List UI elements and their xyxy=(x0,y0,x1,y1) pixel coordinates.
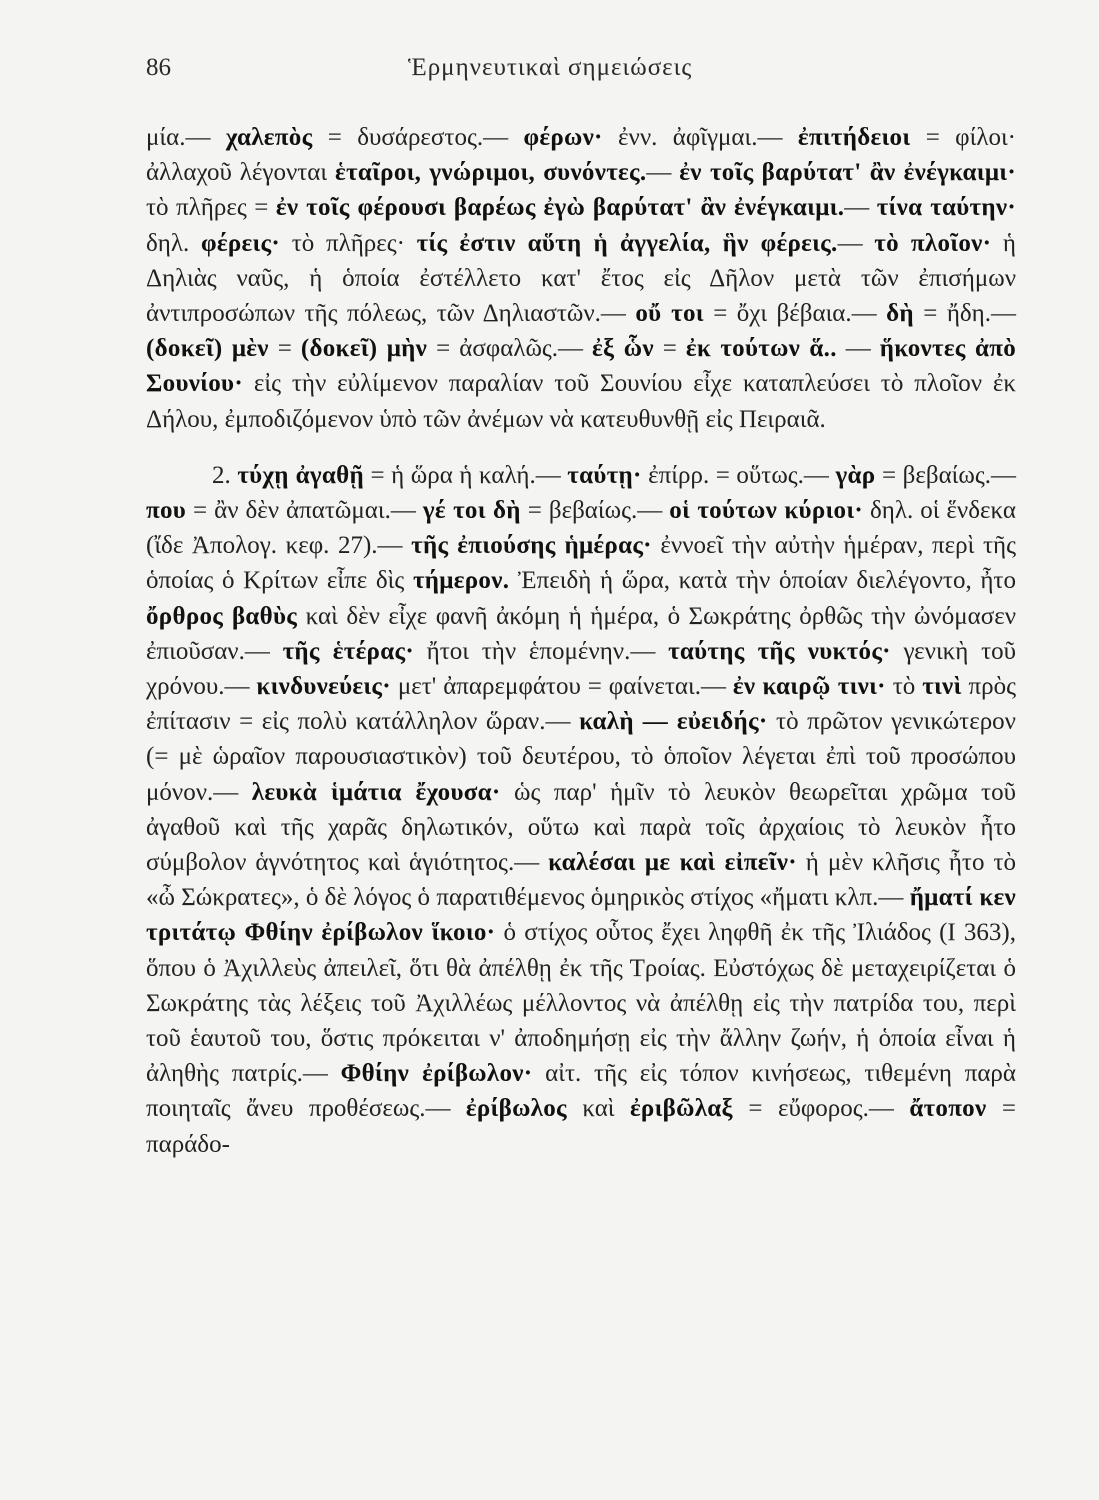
gloss-text: ὡς παρ' ἡμῖν τὸ λευκὸν θεωρεῖται χρῶμα τοῦ ἀγαθοῦ καὶ τῆς χαρᾶς δηλωτικόν, οὕτω καὶ παρὰ τοῖς ἀρχαίοις τὸ λευκὸν ἦτο σύμβολον ἁγνότητος καὶ ἁγιότητος.— xyxy=(146,778,1016,877)
gloss-text: 2. xyxy=(212,461,238,489)
lemma-term: ἐν τοῖς φέρουσι βαρέως ἐγὼ βαρύτατ' ἂν ἐνέγκαιμι. xyxy=(275,194,845,222)
paragraph-2 xyxy=(146,458,1016,1162)
lemma-term: φέρων· xyxy=(523,124,603,151)
lemma-term: τίνα ταύτην· xyxy=(876,194,1016,222)
gloss-text: γενικὴ τοῦ χρόνου.— xyxy=(146,637,1016,701)
gloss-text: μία.— xyxy=(146,124,226,151)
lemma-term: τινὶ xyxy=(922,673,962,701)
gloss-text: καὶ δὲν εἶχε φανῆ ἀκόμη ἡ ἡμέρα, ὁ Σωκράτης ὀρθῶς τὴν ὠνόμασεν ἐπιοῦσαν.— xyxy=(146,602,1016,665)
gloss-text: — xyxy=(836,335,880,363)
gloss-text: — xyxy=(646,159,680,187)
lemma-term: καλέσαι με καὶ εἰπεῖν· xyxy=(548,849,797,877)
gloss-text: = ὄχι βέβαια.— xyxy=(703,300,887,328)
gloss-text: = ἤδη.— xyxy=(913,300,1016,328)
lemma-term: τύχῃ ἀγαθῇ xyxy=(237,461,364,489)
lemma-term: ἥκοντες ἀπὸ Σουνίου· xyxy=(146,335,1016,398)
gloss-text: = ἀσφαλῶς.— xyxy=(427,335,593,363)
lemma-term: ἄτοπον xyxy=(909,1095,987,1123)
gloss-text: = xyxy=(653,335,686,363)
gloss-text: ἐννοεῖ τὴν αὐτὴν ἡμέραν, περὶ τῆς ὁποίας ὁ Κρίτων εἶπε δὶς xyxy=(146,532,1016,595)
gloss-text: πρὸς ἐπίτασιν = εἰς πολὺ κατάλληλον ὥραν.— xyxy=(146,673,1017,736)
lemma-term: φέρεις· xyxy=(200,229,281,257)
lemma-term: ταύτῃ· xyxy=(567,461,642,489)
lemma-term: (δοκεῖ) μὲν xyxy=(146,335,269,363)
lemma-term: ἐπιτήδειοι xyxy=(797,124,911,151)
lemma-term: ἐν καιρῷ τινι· xyxy=(732,673,886,701)
lemma-term: ἐκ τούτων ἅ.. xyxy=(685,335,837,363)
lemma-term: τίς ἐστιν αὕτη ἡ ἀγγελία, ἣν φέρεις. xyxy=(416,229,838,257)
gloss-text: Ἐπειδὴ ἡ ὥρα, κατὰ τὴν ὁποίαν διελέγοντο, ἦτο xyxy=(509,567,1016,595)
lemma-term: δὴ xyxy=(886,300,914,328)
lemma-term: ἤματί κεν τριτάτῳ Φθίην ἐρίβωλον ἵκοιο· xyxy=(146,884,1016,947)
lemma-term: τῆς ἐπιούσης ἡμέρας· xyxy=(411,532,652,560)
lemma-term: λευκὰ ἱμάτια ἔχουσα· xyxy=(251,778,501,806)
gloss-text: — xyxy=(844,194,877,222)
gloss-text: = xyxy=(268,335,301,363)
lemma-term: Φθίην ἐρίβωλον· xyxy=(340,1060,533,1088)
lemma-term: καλὴ — εὐειδής· xyxy=(579,708,768,736)
lemma-term: τὸ πλοῖον· xyxy=(874,229,992,257)
gloss-text: ἐπίρρ. = οὕτως.— xyxy=(641,461,836,489)
lemma-term: οὔ τοι xyxy=(635,300,704,328)
lemma-term: (δοκεῖ) μὴν xyxy=(300,335,428,363)
lemma-term: γέ τοι δὴ xyxy=(422,497,521,525)
paragraph-1 xyxy=(146,120,1016,437)
gloss-text: — xyxy=(837,229,875,257)
lemma-term: ἐν τοῖς βαρύτατ' ἂν ἐνέγκαιμι· xyxy=(679,159,1016,187)
gloss-text: ὁ στίχος οὗτος ἔχει ληφθῆ ἐκ τῆς Ἰλιάδος (Ι 363), ὅπου ὁ Ἀχιλλεὺς ἀπειλεῖ, ὅτι θὰ ἀπέλθῃ ἐκ τῆς Τροίας. Εὐστόχως δὲ μεταχειρίζεται ὁ Σωκράτης τὰς λέξεις τοῦ Ἀχιλλέως μέλλοντος νὰ ἀπέλθῃ εἰς τὴν πατρίδα του, περὶ τοῦ ἑαυτοῦ του, ὅστις πρόκειται ν' ἀποδημήσῃ εἰς τὴν ἄλλην ζωήν, ἡ ὁποία εἶναι ἡ ἀληθὴς πατρίς.— xyxy=(146,919,1016,1088)
gloss-text: = βεβαίως.— xyxy=(520,497,670,525)
commentary-body xyxy=(146,120,1016,1162)
gloss-text: = ἡ ὥρα ἡ καλή.— xyxy=(363,461,568,489)
gloss-text: τὸ πρῶτον γενικώτερον (= μὲ ὡραῖον παρουσιαστικὸν) τοῦ δευτέρου, τὸ ὁποῖον λέγεται ἐπὶ τοῦ προσώπου μόνον.— xyxy=(146,708,1016,806)
lemma-term: ἐρίβωλος xyxy=(465,1095,567,1123)
gloss-text: ἡ Δηλιὰς ναῦς, ἡ ὁποία ἐστέλλετο κατ' ἔτος εἰς Δῆλον μετὰ τῶν ἐπισήμων ἀντιπροσώπων τῆς πόλεως, τῶν Δηλιαστῶν.— xyxy=(146,229,1017,328)
lemma-term: τῆς ἑτέρας· xyxy=(282,637,414,665)
gloss-text: ἐνν. ἀφῖγμαι.— xyxy=(602,124,798,151)
lemma-term: γὰρ xyxy=(835,461,876,489)
gloss-text: ἡ μὲν κλῆσις ἦτο τὸ «ὦ Σώκρατες», ὁ δὲ λόγος ὁ παρατιθέμενος ὁμηρικὸς στίχος «ἤματι κλπ.— xyxy=(146,849,1016,912)
lemma-term: χαλεπὸς xyxy=(225,124,313,151)
lemma-term: ἑταῖροι, γνώριμοι, συνόντες. xyxy=(335,159,647,187)
running-title: Ἑρμηνευτικαὶ σημειώσεις xyxy=(408,54,693,81)
lemma-term: ἐριβῶλαξ xyxy=(629,1095,733,1123)
gloss-text: ἤτοι τὴν ἑπομένην.— xyxy=(413,637,669,665)
gloss-text: μετ' ἀπαρεμφάτου = φαίνεται.— xyxy=(390,673,733,701)
page-number: 86 xyxy=(146,54,171,81)
gloss-text: αἰτ. τῆς εἰς τόπον κινήσεως, τιθεμένη παρὰ ποιηταῖς ἄνευ προθέσεως.— xyxy=(146,1060,1016,1123)
gloss-text: = παράδο- xyxy=(146,1095,1016,1158)
gloss-text: = εὔφορος.— xyxy=(733,1095,910,1123)
gloss-text: = φίλοι· ἀλλαχοῦ λέγονται xyxy=(146,124,1016,187)
lemma-term: κινδυνεύεις· xyxy=(256,673,391,701)
gloss-text: δηλ. οἱ ἕνδεκα (ἴδε Ἀπολογ. κεφ. 27).— xyxy=(146,497,1016,560)
gloss-text: δηλ. xyxy=(146,229,201,257)
lemma-term: ταύτης τῆς νυκτός· xyxy=(668,637,891,665)
lemma-term: ὄρθρος βαθὺς xyxy=(146,602,298,630)
lemma-term: ἐξ ὧν xyxy=(592,335,654,363)
gloss-text: = βεβαίως.— xyxy=(875,461,1017,489)
gloss-text: εἰς τὴν εὐλίμενον παραλίαν τοῦ Σουνίου εἶχε καταπλεύσει τὸ πλοῖον ἐκ Δήλου, ἐμποδιζόμενον ὑπὸ τῶν ἀνέμων νὰ κατευθυνθῇ εἰς Πειραιᾶ. xyxy=(146,370,1016,433)
gloss-text: = ἂν δὲν ἀπατῶμαι.— xyxy=(186,497,423,525)
gloss-text: τὸ πλῆρες· xyxy=(280,229,417,257)
gloss-text: τὸ xyxy=(885,673,923,701)
gloss-text: καὶ xyxy=(566,1095,630,1123)
page-header xyxy=(146,54,1016,94)
gloss-text: τὸ πλῆρες = xyxy=(146,194,276,222)
lemma-term: που xyxy=(146,497,187,525)
gloss-text: = δυσάρεστος.— xyxy=(312,124,524,151)
lemma-term: οἱ τούτων κύριοι· xyxy=(669,497,864,525)
lemma-term: τήμερον. xyxy=(412,567,510,595)
